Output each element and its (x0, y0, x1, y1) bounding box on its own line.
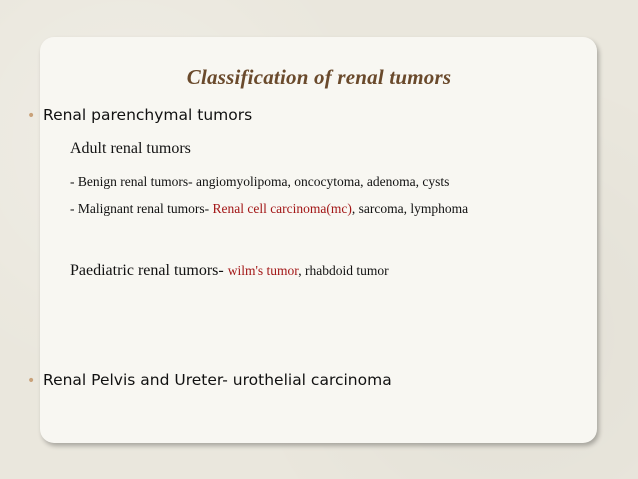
adult-renal-tumors-heading: Adult renal tumors (70, 140, 191, 157)
malignant-renal-tumors-line (70, 201, 468, 217)
bullet-renal-parenchymal-text: Renal parenchymal tumors (43, 106, 253, 124)
paediatric-suffix-text: , rhabdoid tumor (298, 263, 389, 278)
renal-cell-carcinoma-highlight: Renal cell carcinoma(mc) (212, 201, 352, 216)
bullet-renal-pelvis-ureter-text: Renal Pelvis and Ureter- urothelial carcinoma (43, 371, 392, 389)
bullet-dot-icon: • (27, 373, 36, 389)
paediatric-renal-tumors-line (70, 262, 389, 280)
malignant-suffix-text: , sarcoma, lymphoma (351, 201, 469, 216)
slide-title: Classification of renal tumors (186, 65, 452, 89)
paediatric-prefix-text: Paediatric renal tumors- (70, 262, 228, 279)
bullet-renal-parenchymal (27, 106, 252, 124)
bullet-dot-icon: • (27, 108, 36, 124)
wilms-tumor-highlight: wilm's tumor (227, 263, 299, 278)
bullet-renal-pelvis-ureter (27, 371, 392, 389)
benign-renal-tumors-line: - Benign renal tumors- angiomyolipoma, oncocytoma, adenoma, cysts (70, 174, 450, 189)
malignant-prefix-text: - Malignant renal tumors- (70, 201, 213, 216)
